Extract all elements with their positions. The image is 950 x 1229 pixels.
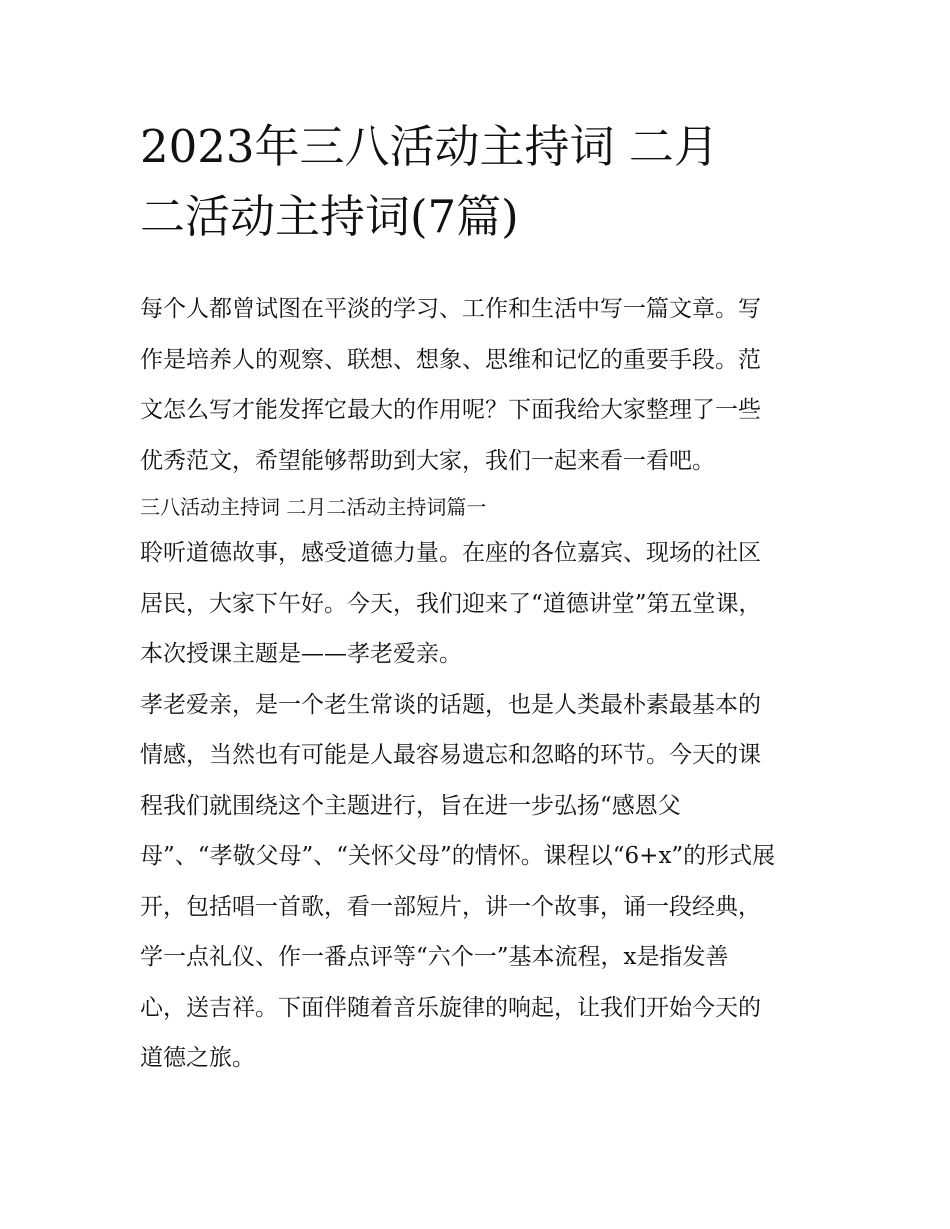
text-line: 母”、“孝敬父母”、“关怀父母”的情怀。课程以“6+x”的形式展 — [140, 843, 776, 869]
text-line: 聆听道德故事，感受道德力量。在座的各位嘉宾、现场的社区 — [140, 540, 761, 566]
text-line: 本次授课主题是——孝老爱亲。 — [140, 641, 462, 667]
text-line: 道德之旅。 — [140, 1045, 255, 1071]
text-line: 居民，大家下午好。今天，我们迎来了“道德讲堂”第五堂课， — [140, 590, 762, 617]
document-content — [140, 112, 812, 1084]
body-paragraph-1 — [140, 528, 812, 680]
text-line: 文怎么写才能发挥它最大的作用呢？下面我给大家整理了一些 — [140, 397, 761, 423]
text-line: 开，包括唱一首歌，看一部短片，讲一个故事，诵一段经典， — [140, 893, 761, 920]
text-line: 程我们就围绕这个主题进行，旨在进一步弘扬“感恩父 — [140, 792, 681, 819]
text-line: 每个人都曾试图在平淡的学习、工作和生活中写一篇文章。写 — [140, 296, 761, 322]
text-line: 优秀范文，希望能够帮助到大家，我们一起来看一看吧。 — [140, 447, 715, 474]
intro-paragraph — [140, 284, 812, 486]
title-line-2: 二活动主持词(7篇) — [140, 190, 519, 243]
document-title — [140, 112, 812, 252]
text-line: 学一点礼仪、作一番点评等“六个一”基本流程，x是指发善 — [140, 944, 729, 970]
text-line: 孝老爱亲，是一个老生常谈的话题，也是人类最朴素最基本的 — [140, 691, 761, 718]
section-heading: 三八活动主持词 二月二活动主持词篇一 — [140, 495, 487, 519]
title-line-1: 2023年三八活动主持词 二月 — [140, 120, 719, 173]
body-paragraph-2 — [140, 680, 812, 1084]
text-line: 心，送吉祥。下面伴随着音乐旋律的响起，让我们开始今天的 — [140, 994, 761, 1021]
text-line: 情感，当然也有可能是人最容易遗忘和忽略的环节。今天的课 — [140, 742, 761, 768]
text-line: 作是培养人的观察、联想、想象、思维和记忆的重要手段。范 — [140, 346, 761, 373]
document-body — [140, 284, 812, 1084]
